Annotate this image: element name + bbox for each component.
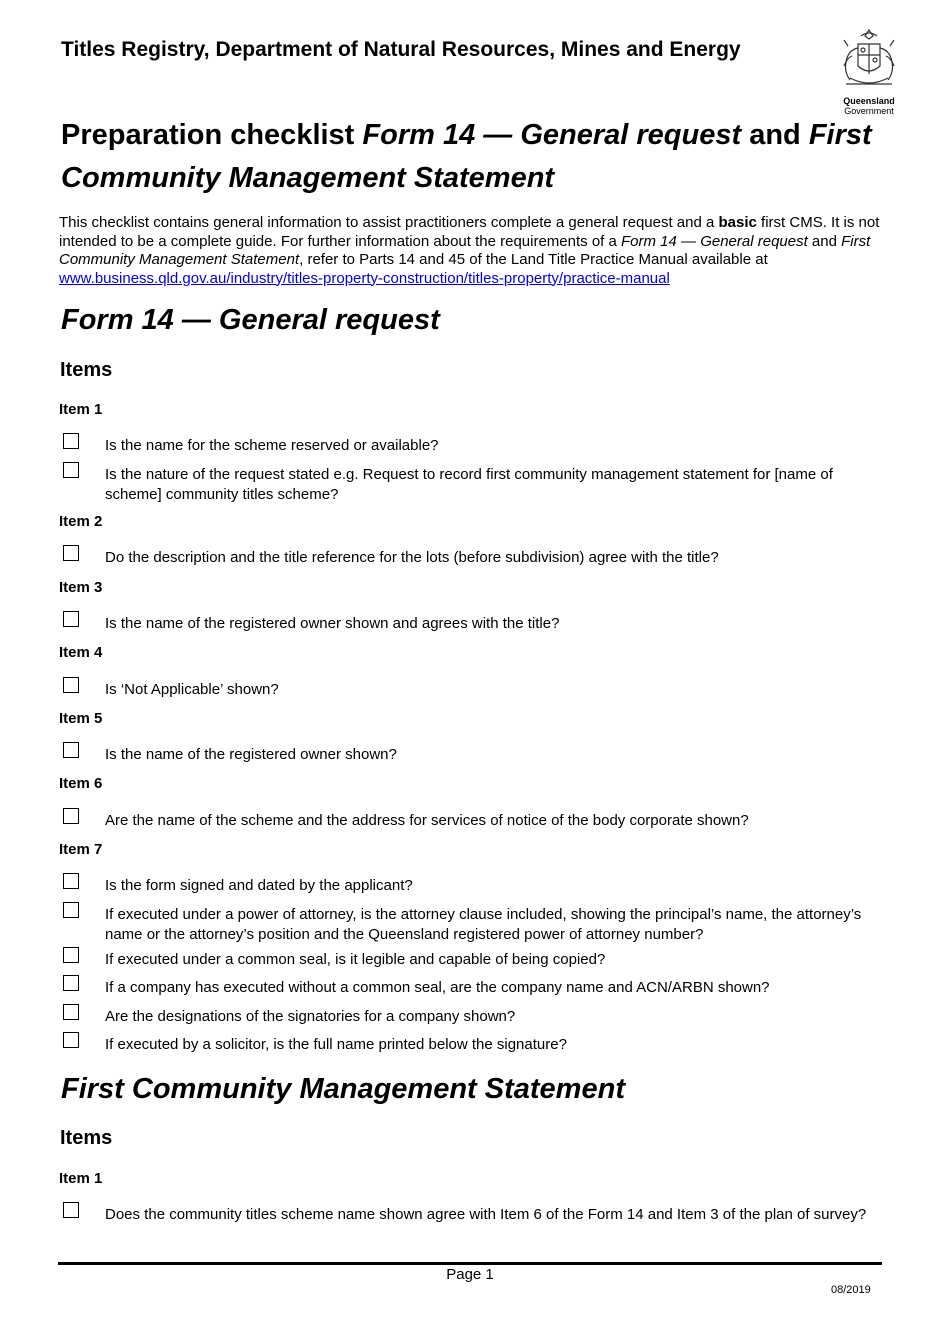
checklist-question: Do the description and the title reference for the lots (before subdivision) agree with the title? <box>105 549 719 566</box>
section-title-form14: Form 14 — General request <box>61 304 440 336</box>
checkbox[interactable] <box>63 873 79 889</box>
intro-bold: basic <box>718 214 757 231</box>
practice-manual-link[interactable]: www.business.qld.gov.au/industry/titles-property-construction/titles-property/practice-manual <box>59 269 670 287</box>
checkbox[interactable] <box>63 742 79 758</box>
coat-of-arms-icon <box>836 26 902 96</box>
title-form: Form 14 — General request <box>362 119 742 151</box>
checklist-question: Is the name of the registered owner shown and agrees with the title? <box>105 615 560 632</box>
checkbox[interactable] <box>63 975 79 991</box>
item-label: Item 4 <box>59 644 103 661</box>
logo-text-government: Government <box>844 106 894 116</box>
checkbox[interactable] <box>63 677 79 693</box>
checklist-question: If executed under a common seal, is it legible and capable of being copied? <box>105 951 606 968</box>
title-and: and <box>741 119 809 151</box>
checklist-question: Is the form signed and dated by the applicant? <box>105 877 413 894</box>
checkbox[interactable] <box>63 611 79 627</box>
title-prefix: Preparation checklist <box>61 119 363 151</box>
intro-italic-cms: First Community Management Statement <box>59 232 871 268</box>
item-label: Item 6 <box>59 775 103 792</box>
checkbox[interactable] <box>63 462 79 478</box>
checkbox[interactable] <box>63 1032 79 1048</box>
checklist-question: If executed under a power of attorney, is the attorney clause included, showing the principal’s name, the attorney’s name or the attorney’s position and the Queensland registered power of attorney number? <box>105 906 862 943</box>
items-heading: Items <box>60 1127 113 1149</box>
items-heading: Items <box>60 359 113 381</box>
logo-text-queensland: Queensland <box>843 96 895 106</box>
title-cms: First Community Management Statement <box>61 119 872 194</box>
item-label: Item 3 <box>59 579 103 596</box>
item-label: Item 5 <box>59 710 103 727</box>
intro-text-2: first CMS. It is not intended to be a complete guide. For further information about the requirements of a <box>59 214 880 250</box>
page-title <box>61 114 901 200</box>
checkbox[interactable] <box>63 902 79 918</box>
checklist-question: Are the name of the scheme and the address for services of notice of the body corporate shown? <box>105 812 749 829</box>
checklist-question: Are the designations of the signatories for a company shown? <box>105 1008 516 1025</box>
item-label: Item 1 <box>59 401 103 418</box>
checklist-question: Is the name of the registered owner shown? <box>105 746 397 763</box>
checklist-question: If a company has executed without a common seal, are the company name and ACN/ARBN shown? <box>105 979 770 996</box>
checklist-question: Is ‘Not Applicable’ shown? <box>105 681 279 698</box>
checkbox[interactable] <box>63 433 79 449</box>
item-label: Item 7 <box>59 841 103 858</box>
checkbox[interactable] <box>63 1202 79 1218</box>
intro-text-3: and <box>807 232 842 250</box>
header-title: Titles Registry, Department of Natural Resources, Mines and Energy <box>61 38 741 61</box>
queensland-government-logo <box>836 26 902 118</box>
intro-paragraph <box>59 214 889 288</box>
checklist-question: If executed by a solicitor, is the full name printed below the signature? <box>105 1036 567 1053</box>
intro-text-4: , refer to Parts 14 and 45 of the Land Title Practice Manual available at <box>299 251 768 268</box>
checklist-question: Is the nature of the request stated e.g. Request to record first community management statement for [name of scheme] community titles scheme? <box>105 466 833 503</box>
page-number: Page 1 <box>446 1266 494 1283</box>
checkbox[interactable] <box>63 808 79 824</box>
checkbox[interactable] <box>63 1004 79 1020</box>
checklist-question: Does the community titles scheme name shown agree with Item 6 of the Form 14 and Item 3 of the plan of survey? <box>105 1206 867 1223</box>
item-label: Item 2 <box>59 513 103 530</box>
checkbox[interactable] <box>63 947 79 963</box>
section-title-cms: First Community Management Statement <box>61 1073 625 1105</box>
intro-italic-form: Form 14 — General request <box>621 232 808 250</box>
item-label: Item 1 <box>59 1170 103 1187</box>
revision-date: 08/2019 <box>831 1284 871 1296</box>
intro-text-1: This checklist contains general information to assist practitioners complete a general request and a <box>59 214 719 231</box>
footer-divider <box>58 1262 882 1265</box>
checklist-question: Is the name for the scheme reserved or available? <box>105 437 439 454</box>
checkbox[interactable] <box>63 545 79 561</box>
